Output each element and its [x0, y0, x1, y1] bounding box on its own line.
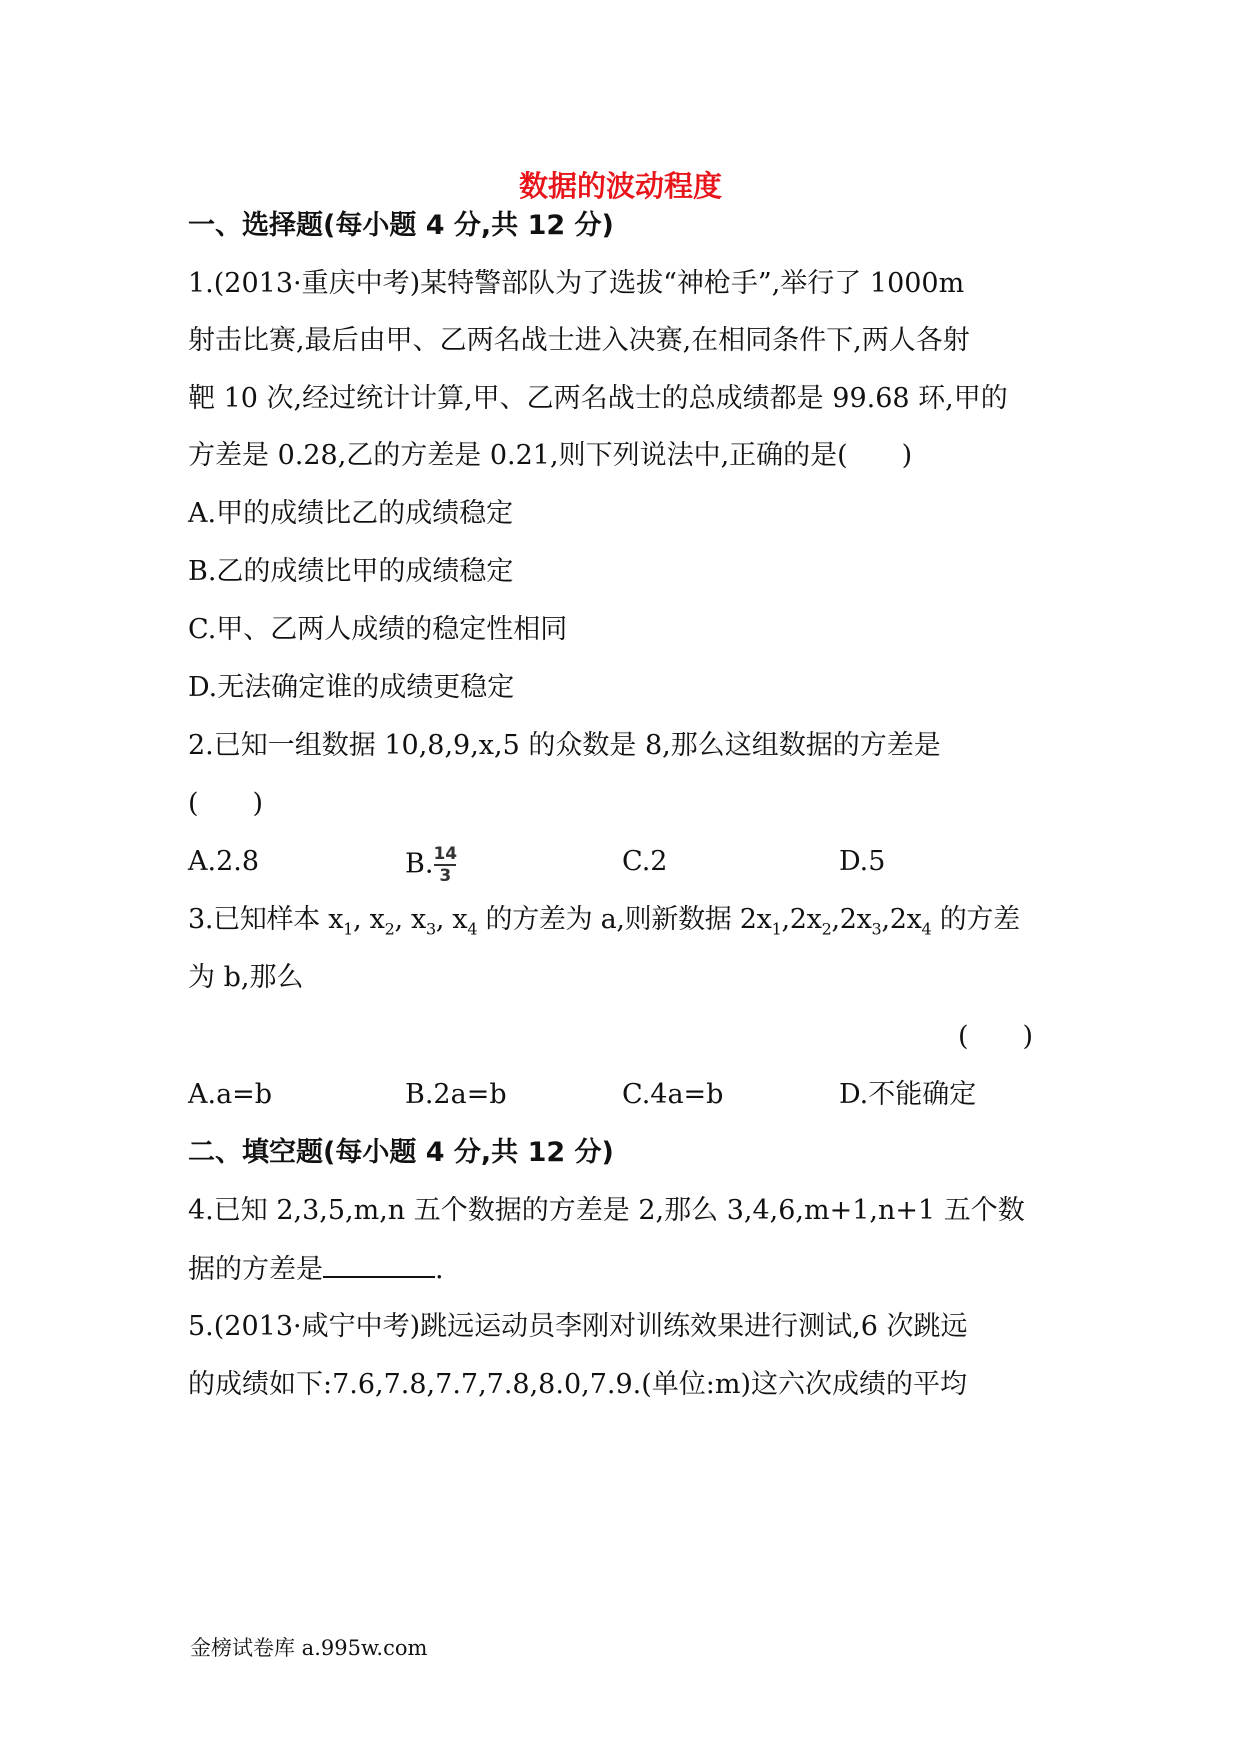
question-2-option-d: D.5 [839, 846, 886, 877]
q3-text-b: 的方差为 a,则新数据 2x [477, 904, 772, 935]
question-4-line-2 [188, 1252, 444, 1287]
question-1-line-3: 靶 10 次,经过统计计算,甲、乙两名战士的总成绩都是 99.68 环,甲的 [188, 383, 1008, 414]
q3-sub: 4 [467, 919, 478, 939]
question-2-option-c: C.2 [622, 846, 668, 877]
answer-blank[interactable] [323, 1252, 435, 1278]
fraction-denominator: 3 [439, 866, 452, 886]
q3-sep: , x [394, 904, 426, 935]
question-2-option-a: A.2.8 [188, 846, 260, 877]
q3-sub: 1 [771, 919, 782, 939]
question-5-line-2: 的成绩如下:7.6,7.8,7.7,7.8,8.0,7.9.(单位:m)这六次成绩的平均 [188, 1369, 967, 1400]
question-3-option-d: D.不能确定 [839, 1079, 977, 1110]
question-3-answer-paren: ( ) [958, 1021, 1034, 1052]
q3-text-c: 的方差 [931, 904, 1020, 935]
q3-sub: 2 [821, 919, 832, 939]
q3-sub: 3 [871, 919, 882, 939]
question-1-line-2: 射击比赛,最后由甲、乙两名战士进入决赛,在相同条件下,两人各射 [188, 325, 970, 356]
question-4-text: 据的方差是 [188, 1254, 323, 1285]
question-4-line-1: 4.已知 2,3,5,m,n 五个数据的方差是 2,那么 3,4,6,m+1,n+1 五个数 [188, 1195, 1025, 1226]
question-3-line-2: 为 b,那么 [188, 962, 304, 993]
q3-sub: 3 [425, 919, 436, 939]
question-2-line-2: ( ) [188, 788, 264, 819]
question-1-option-a: A.甲的成绩比乙的成绩稳定 [188, 498, 514, 529]
q3-sub: 2 [384, 919, 395, 939]
footer-source: 金榜试卷库 a.995w.com [190, 1636, 428, 1660]
question-5-line-1: 5.(2013·咸宁中考)跳远运动员李刚对训练效果进行测试,6 次跳远 [188, 1311, 968, 1342]
question-3-option-b: B.2a=b [405, 1079, 507, 1110]
q3-text-a: 3.已知样本 x [188, 904, 344, 935]
question-3-line-1 [188, 903, 1020, 946]
question-1-line-1: 1.(2013·重庆中考)某特警部队为了选拔“神枪手”,举行了 1000m [188, 268, 965, 299]
question-2-line-1: 2.已知一组数据 10,8,9,x,5 的众数是 8,那么这组数据的方差是 [188, 730, 941, 761]
question-1-line-4: 方差是 0.28,乙的方差是 0.21,则下列说法中,正确的是( ) [188, 440, 913, 471]
question-1-option-b: B.乙的成绩比甲的成绩稳定 [188, 556, 514, 587]
q3-sep: ,2x [881, 904, 922, 935]
page-title: 数据的波动程度 [518, 169, 722, 203]
section-heading-fill-blank: 二、填空题(每小题 4 分,共 12 分) [188, 1137, 614, 1168]
question-3-option-c: C.4a=b [622, 1079, 724, 1110]
q3-sub: 4 [921, 919, 932, 939]
q3-sep: ,2x [831, 904, 872, 935]
question-4-period: . [435, 1254, 444, 1285]
question-1-option-c: C.甲、乙两人成绩的稳定性相同 [188, 614, 568, 645]
question-1-option-d: D.无法确定谁的成绩更稳定 [188, 672, 515, 703]
fraction [433, 845, 457, 885]
section-heading-choice: 一、选择题(每小题 4 分,共 12 分) [188, 210, 614, 241]
q3-sub: 1 [343, 919, 354, 939]
q3-sep: ,2x [781, 904, 822, 935]
question-2-option-b [405, 845, 457, 885]
q3-sep: , x [435, 904, 468, 935]
q3-sep: , x [353, 904, 385, 935]
fraction-numerator: 14 [433, 844, 458, 864]
question-2-option-b-prefix: B. [405, 848, 434, 880]
question-3-option-a: A.a=b [188, 1079, 273, 1110]
